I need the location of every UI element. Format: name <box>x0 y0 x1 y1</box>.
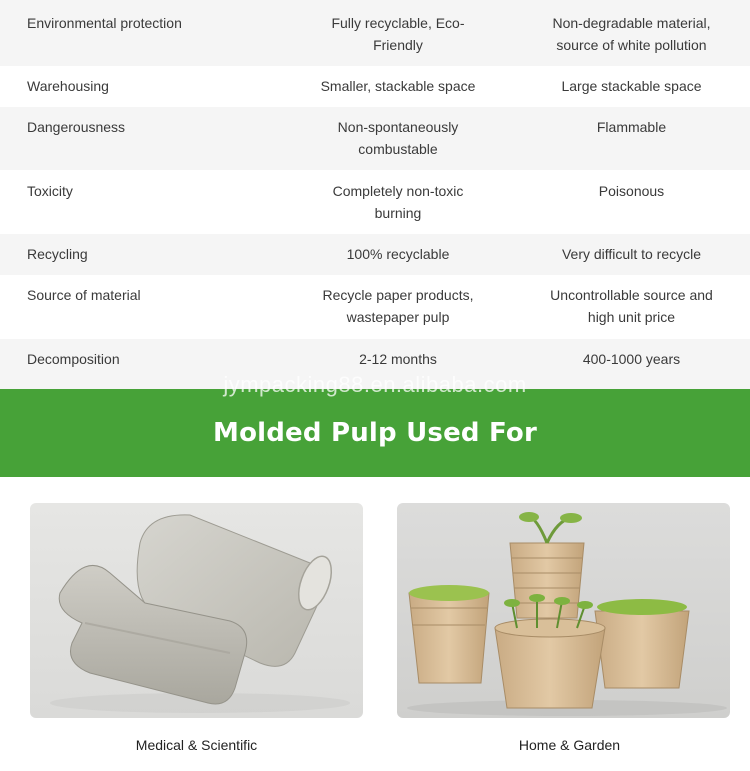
caption-home-garden: Home & Garden <box>518 737 621 753</box>
plastic-cell: Flammable <box>596 119 667 135</box>
table-row <box>0 234 750 275</box>
plastic-cell: Poisonous <box>598 183 665 199</box>
property-cell: Warehousing <box>27 78 109 94</box>
pulp-urinal-image <box>30 503 363 718</box>
property-cell: Environmental protection <box>27 15 182 31</box>
table-row <box>0 170 750 234</box>
pulp-cell: Non-spontaneously combustable <box>337 119 459 157</box>
plastic-cell: Very difficult to recycle <box>561 246 702 262</box>
table-row <box>0 66 750 107</box>
seedling-pots-image <box>397 503 730 718</box>
plastic-cell: Large stackable space <box>561 78 702 94</box>
pulp-cell: Fully recyclable, Eco- Friendly <box>331 15 465 53</box>
pulp-cell: 2-12 months <box>359 351 437 367</box>
plastic-cell: 400-1000 years <box>582 351 681 367</box>
plastic-cell: Uncontrollable source and high unit price <box>550 287 713 325</box>
plastic-cell: Non-degradable material, source of white pollution <box>552 15 711 53</box>
pulp-urinal-illustration <box>30 503 363 718</box>
property-cell: Recycling <box>27 246 88 262</box>
table-row <box>0 107 750 170</box>
watermark: jympacking88.en.alibaba.com <box>223 372 527 397</box>
property-cell: Decomposition <box>27 351 120 367</box>
property-cell: Dangerousness <box>27 119 126 135</box>
pulp-cell: Recycle paper products, wastepaper pulp <box>322 287 474 325</box>
property-cell: Source of material <box>27 287 141 303</box>
seedling-pots-illustration <box>397 503 730 718</box>
pulp-cell: Smaller, stackable space <box>320 78 476 94</box>
banner-title: Molded Pulp Used For <box>213 418 537 448</box>
section-banner <box>0 389 750 477</box>
table-row <box>0 0 750 66</box>
table-row <box>0 275 750 339</box>
pulp-cell: 100% recyclable <box>346 246 450 262</box>
pulp-cell: Completely non-toxic burning <box>332 183 464 221</box>
caption-medical: Medical & Scientific <box>135 737 258 753</box>
property-cell: Toxicity <box>27 183 73 199</box>
